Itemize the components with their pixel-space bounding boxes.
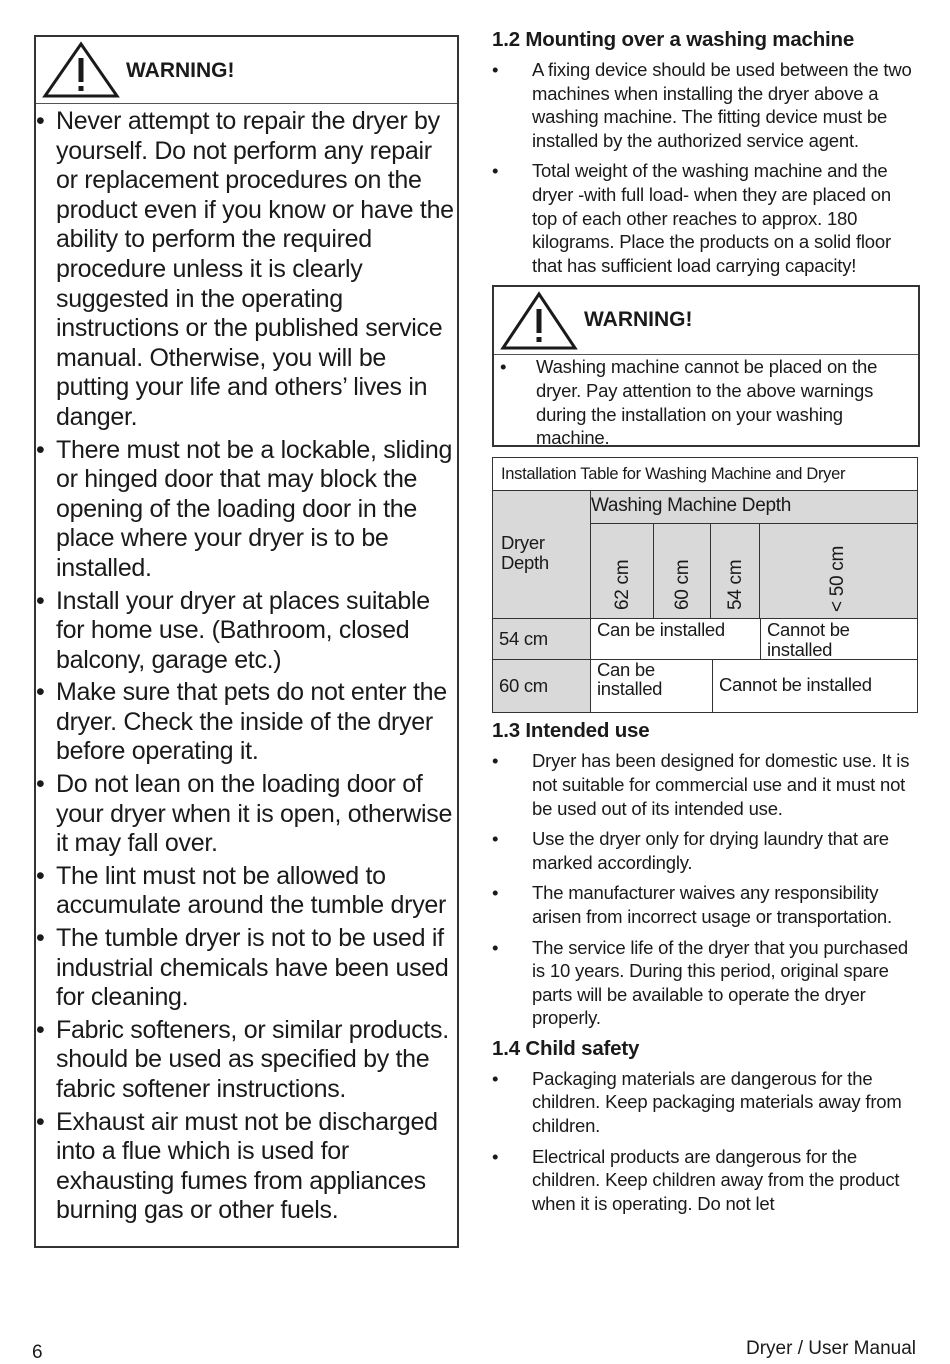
list-item: • The tumble dryer is not to be used if industrial chemicals have been used for cleaning. (36, 924, 457, 1013)
cell-can-install: Can be installed (590, 618, 761, 660)
section-1-2-list (492, 58, 920, 277)
wm-depth-cell (590, 523, 654, 619)
list-item: • Never attempt to repair the dryer by yourself. Do not perform any repair or replacement procedures on the product even if you know or have the ability to perform the required procedure unless it is clearly suggested in the operating instructions or the published service manual. Otherwise, you will be putting your life and others’ lives in danger. (36, 107, 457, 433)
list-item: • Total weight of the washing machine and the dryer -with full load- when they are placed on top of each other reaches to approx. 180 kilograms. Place the products on a solid floor that has sufficient load carrying capacity! (492, 159, 920, 277)
list-item: • A fixing device should be used between the two machines when installing the dryer above a washing machine. The fitting device must be installed by the authorized service agent. (492, 58, 920, 152)
wm-depth-cell (653, 523, 711, 619)
list-item: • Electrical products are dangerous for the children. Keep children away from the product when it is operating. Do not let (492, 1145, 920, 1216)
wm-depth-cell (759, 523, 918, 619)
right-warning-title: WARNING! (584, 308, 693, 332)
page-number: 6 (32, 1342, 43, 1363)
warning-triangle-icon (500, 291, 578, 351)
list-item: • Use the dryer only for drying laundry that are marked accordingly. (492, 827, 920, 874)
section-1-4-list (492, 1067, 920, 1216)
list-item: • Packaging materials are dangerous for the children. Keep packaging materials away from children. (492, 1067, 920, 1138)
footer-title: Dryer / User Manual (746, 1338, 916, 1359)
dryer-row-54: 54 cm (492, 618, 591, 660)
installation-table (492, 457, 920, 713)
section-1-3-list (492, 749, 920, 1030)
list-item: • Washing machine cannot be placed on the dryer. Pay attention to the above warnings during the installation on your washing machine. (494, 355, 918, 449)
right-warning-header (494, 287, 918, 355)
section-heading-1-4: 1.4 Child safety (492, 1036, 640, 1060)
warning-triangle-icon (42, 41, 120, 99)
cell-can-install: Can be installed (590, 659, 713, 713)
left-warning-title: WARNING! (126, 59, 235, 82)
list-item: • The lint must not be allowed to accumulate around the tumble dryer (36, 862, 457, 921)
left-warning-header (36, 37, 457, 104)
right-warning-list (494, 355, 918, 449)
table-caption: Installation Table for Washing Machine and Dryer (492, 457, 918, 491)
cell-cannot-install: Cannot be installed (712, 659, 918, 713)
wm-depth-62: 62 cm (612, 560, 633, 611)
list-item: • The service life of the dryer that you purchased is 10 years. During this period, original spare parts will be available to operate the dryer properly. (492, 936, 920, 1030)
dryer-row-60: 60 cm (492, 659, 591, 713)
dryer-depth-header: Dryer Depth (492, 490, 591, 619)
left-warning-box (34, 35, 459, 1248)
cell-cannot-install: Cannot be installed (760, 618, 918, 660)
list-item: • There must not be a lockable, sliding or hinged door that may block the opening of the loading door in the place where your dryer is to be installed. (36, 436, 457, 584)
list-item: • Fabric softeners, or similar products. should be used as specified by the fabric softener instructions. (36, 1016, 457, 1105)
right-warning-box (492, 285, 920, 447)
section-heading-1-2: 1.2 Mounting over a washing machine (492, 28, 855, 51)
wm-depth-cell (710, 523, 760, 619)
wm-depth-header: Washing Machine Depth (590, 490, 918, 524)
list-item: • Do not lean on the loading door of your dryer when it is open, otherwise it may fall over. (36, 770, 457, 859)
list-item: • Exhaust air must not be discharged into a flue which is used for exhausting fumes from appliances burning gas or other fuels. (36, 1108, 457, 1226)
wm-depth-lt50: < 50 cm (827, 546, 848, 613)
list-item: • Dryer has been designed for domestic use. It is not suitable for commercial use and it must not be used out of its intended use. (492, 749, 920, 820)
wm-depth-60: 60 cm (672, 560, 693, 611)
list-item: • Make sure that pets do not enter the dryer. Check the inside of the dryer before operating it. (36, 678, 457, 767)
list-item: • The manufacturer waives any responsibility arisen from incorrect usage or transportation. (492, 881, 920, 928)
list-item: • Install your dryer at places suitable for home use. (Bathroom, closed balcony, garage etc.) (36, 587, 457, 676)
left-warning-list (36, 107, 457, 1226)
section-heading-1-3: 1.3 Intended use (492, 719, 650, 743)
right-column (492, 28, 920, 1222)
wm-depth-54: 54 cm (725, 560, 746, 611)
